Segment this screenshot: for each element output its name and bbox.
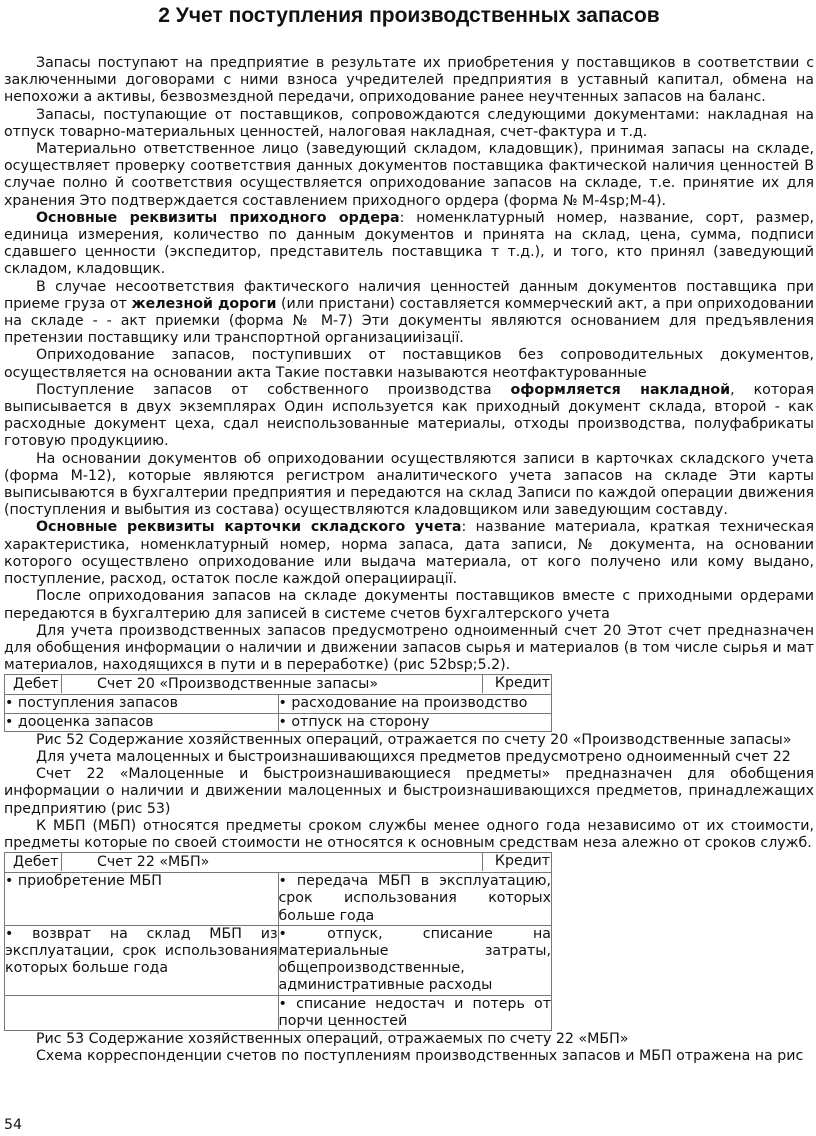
paragraph: Запасы поступают на предприятие в результате их приобретения у поставщиков в соответствии с заключенными договорами с ними взноса учредителей предприятия в уставный капитал, обмена на непохожи а активы, безвозмездной передачи, оприходование ранее неучтенных запасов на баланс. bbox=[4, 55, 814, 106]
paragraph-text: : название материала, краткая техническая характеристика, номенклатурный номер, норма запаса, дата записи, № документа, на основании которого осуществлено оприходование или выдача материала, от кого получено или кому выдано, поступление, расход, остаток после каждой операциирації. bbox=[4, 519, 814, 588]
paragraph-text: : номенклатурный номер, название, сорт, размер, единица измерения, количество по данным документов и принята на склад, цена, сумма, подписи сдавшего ценности (экспедитор, представитель поставщика т т.д.), и того, кто принял (заведующий складом, кладовщик. bbox=[4, 209, 814, 278]
paragraph-text: (или пристани) составляется коммерческий акт, а при оприходовании на складе - - акт приемки (форма № М-7) Эти документы являются основанием для предъявления претензии поставщику или транспортной организацииізації. bbox=[4, 295, 815, 347]
page-title: 2 Учет поступления производственных запасов bbox=[158, 4, 660, 27]
account-table-header bbox=[5, 675, 552, 695]
paragraph: Оприходование запасов, поступивших от поставщиков без сопроводительных документов, осуществляется на основании акта Такие поставки называются неотфактурованные bbox=[4, 347, 814, 381]
paragraph: Запасы, поступающие от поставщиков, сопровождаются следующими документами: накладная на отпуск товарно-материальных ценностей, налоговая накладная, счет-фактура и т.д. bbox=[4, 106, 814, 140]
kredit-label: Кредит bbox=[482, 675, 550, 693]
paragraph: На основании документов об оприходовании осуществляются записи в карточках складского учета (форма М-12), которые являются регистром аналитического учета запасов на складе Эти карты выписываются в бухгалтерии предприятия и передаются на склад Записи по каждой операции движения (поступления и выбытия из состава) осуществляются кладовщиком или заведующим составду. bbox=[4, 450, 814, 519]
debit-cell bbox=[5, 995, 279, 1030]
account-table-header bbox=[5, 853, 552, 873]
paragraph bbox=[4, 210, 814, 279]
header-divider bbox=[61, 675, 62, 693]
credit-cell: • расходование на производство bbox=[278, 695, 552, 713]
paragraph: Для учета производственных запасов предусмотрено одноименный счет 20 Этот счет предназначен для обобщения информации о наличии и движении запасов сырья и материалов (в том числе сырья и мат материалов, находящихся в пути и в переработке) (рис 52bsp;5.2). bbox=[4, 622, 814, 674]
credit-cell: • отпуск, списание на материальные затраты, общепроизводственные, административные расходы bbox=[278, 925, 551, 994]
page-number: 54 bbox=[4, 1117, 23, 1133]
debit-cell: • приобретение МБП bbox=[5, 873, 279, 926]
debit-cell: • дооценка запасов bbox=[5, 713, 279, 731]
paragraph bbox=[4, 279, 814, 348]
debet-label: Дебет bbox=[13, 854, 59, 871]
paragraph: Материально ответственное лицо (заведующий складом, кладовщик), принимая запасы на складе, осуществляет проверку соответствия данных документов поставщика фактической наличия ценностей В случае полно й соответствия осуществляется оприходование запасов на складе, т.е. принятие их для хранения Это подтверждается составлением приходного ордера (форма № М-4sp;М-4). bbox=[4, 141, 814, 209]
paragraph: Счет 22 «Малоценные и быстроизнашивающиеся предметы» предназначен для обобщения информации о наличии и движении малоценных и быстроизнашивающихся предметов, принадлежащих предприятию (рис 53) bbox=[4, 766, 814, 817]
table-row bbox=[5, 995, 552, 1030]
table-row bbox=[5, 695, 552, 713]
bold-term: Основные реквизиты приходного ордера bbox=[36, 209, 400, 226]
figure-caption: Рис 53 Содержание хозяйственных операций, отражаемых по счету 22 «МБП» bbox=[36, 1030, 629, 1047]
paragraph bbox=[4, 382, 814, 451]
paragraph: После оприходования запасов на складе документы поставщиков вместе с приходными ордерами передаются в бухгалтерию для записей в системе счетов бухгалтерского учета bbox=[4, 588, 814, 622]
account-20-table bbox=[4, 674, 552, 731]
table-row bbox=[5, 713, 552, 731]
debit-cell: • поступления запасов bbox=[5, 695, 279, 713]
paragraph-text: , которая выписывается в двух экземплярах Один используется как приходный документ склада, второй - как расходные документ цеха, сдал неиспользованные материалы, отходы производства, полуфабрикаты готовую продукциию. bbox=[4, 381, 814, 450]
credit-cell: • списание недостач и потерь от порчи ценностей bbox=[278, 995, 551, 1029]
paragraph: Для учета малоценных и быстроизнашивающихся предметов предусмотрено одноименный счет 22 bbox=[36, 748, 791, 765]
paragraph: Схема корреспонденции счетов по поступлениям производственных запасов и МБП отражена на рис bbox=[36, 1048, 804, 1065]
account-title: Счет 20 «Производственные запасы» bbox=[97, 676, 379, 693]
paragraph-text: В случае несоответствия фактического наличия ценностей данным документов поставщика при приеме груза от bbox=[4, 278, 814, 312]
credit-cell: • отпуск на сторону bbox=[278, 713, 552, 731]
table-row bbox=[5, 925, 552, 995]
table-row bbox=[5, 873, 552, 926]
bold-term: железной дороги bbox=[131, 295, 277, 312]
bold-term: оформляется накладной bbox=[510, 381, 731, 398]
paragraph: К МБП (МБП) относятся предметы сроком службы менее одного года независимо от их стоимости, предметы которые по своей стоимости не относятся к основным средствам неза алежно от сроков служб. bbox=[4, 817, 814, 851]
account-title: Счет 22 «МБП» bbox=[97, 854, 210, 871]
kredit-label: Кредит bbox=[482, 853, 550, 871]
credit-cell: • передача МБП в эксплуатацию, срок использования которых больше года bbox=[278, 873, 551, 924]
paragraph bbox=[4, 519, 814, 588]
debet-label: Дебет bbox=[13, 676, 59, 693]
debit-cell: • возврат на склад МБП из эксплуатации, срок использования которых больше года bbox=[5, 925, 279, 995]
paragraph-text: Поступление запасов от собственного производства bbox=[36, 381, 511, 398]
account-22-table bbox=[4, 852, 552, 1031]
header-divider bbox=[61, 853, 62, 871]
figure-caption: Рис 52 Содержание хозяйственных операций, отражается по счету 20 «Производственные запасы» bbox=[36, 731, 792, 748]
bold-term: Основные реквизиты карточки складского учета bbox=[36, 519, 462, 536]
